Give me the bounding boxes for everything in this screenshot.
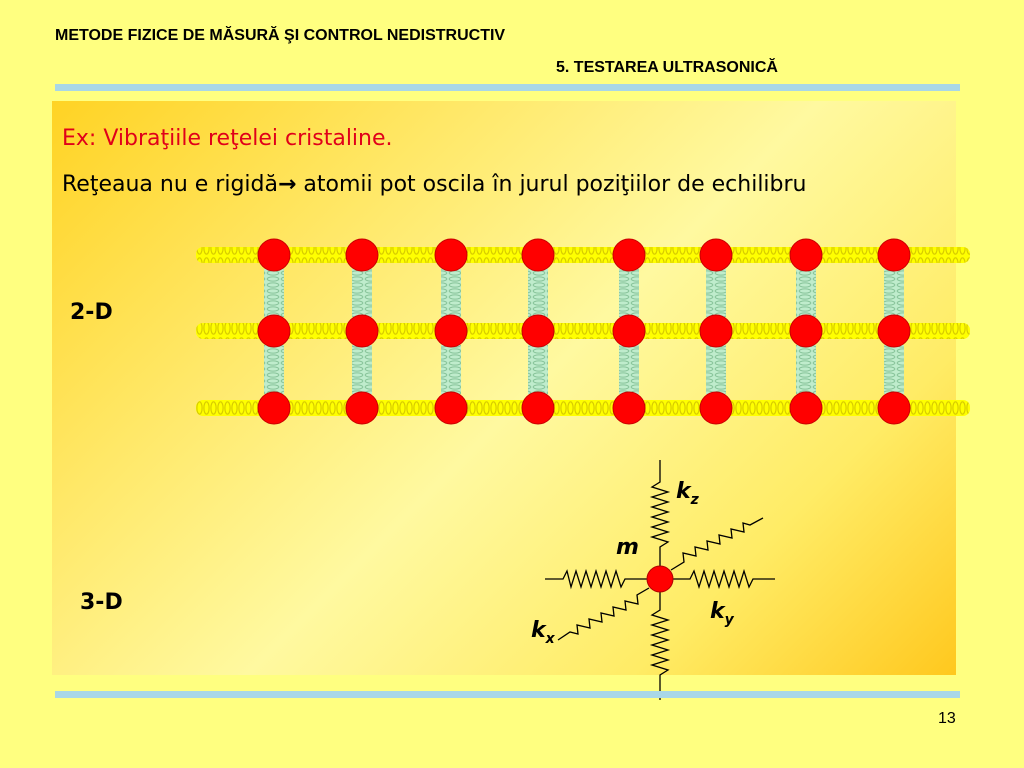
lattice-springs [196, 247, 970, 416]
label-kz: $k_z$ [676, 479, 699, 508]
lattice-atom [700, 239, 732, 271]
example-heading: Ex: Vibraţiile reţelei cristaline. [62, 126, 393, 151]
lattice-atom [346, 392, 378, 424]
horizontal-spring [196, 323, 970, 339]
label-ky: $k_y$ [710, 599, 734, 628]
mass-atom [647, 566, 673, 592]
lattice-atom [258, 392, 290, 424]
vertical-spring [352, 269, 372, 317]
description-end: atomii pot oscila în jurul poziţiilor de echilibru [296, 172, 807, 197]
lattice-atom [522, 239, 554, 271]
lattice-atom [435, 239, 467, 271]
lattice-atom [878, 239, 910, 271]
vertical-spring [528, 269, 548, 317]
vertical-spring [884, 269, 904, 317]
lattice-atom [790, 239, 822, 271]
vertical-spring [352, 345, 372, 394]
spring-h-right [673, 571, 775, 587]
horizontal-spring [196, 400, 970, 416]
lattice-atom [700, 315, 732, 347]
vertical-spring [884, 345, 904, 394]
lattice-atom [346, 315, 378, 347]
spring-z-lower [652, 592, 668, 700]
label-2d: 2-D [70, 300, 113, 325]
vertical-spring [706, 345, 726, 394]
lattice-atom [878, 315, 910, 347]
lattice-atom [613, 392, 645, 424]
vertical-spring [706, 269, 726, 317]
page-number: 13 [938, 710, 956, 727]
lattice-atom [435, 392, 467, 424]
spring-diag-upper [671, 518, 763, 570]
vertical-spring [441, 345, 461, 394]
label-3d: 3-D [80, 590, 123, 615]
footer-divider [55, 691, 960, 698]
lattice-atom [522, 315, 554, 347]
lattice-atom [878, 392, 910, 424]
lattice-atom [346, 239, 378, 271]
vertical-spring [619, 269, 639, 317]
vertical-spring [619, 345, 639, 394]
vertical-spring [264, 269, 284, 317]
vertical-spring [264, 345, 284, 394]
lattice-atom [700, 392, 732, 424]
vertical-spring [796, 269, 816, 317]
vertical-spring [441, 269, 461, 317]
lattice-atom [522, 392, 554, 424]
lattice-atom [258, 239, 290, 271]
lattice-atom [790, 315, 822, 347]
lattice-atom [258, 315, 290, 347]
spring-diag-lower [558, 588, 649, 640]
description-start: Reţeaua nu e rigidă [62, 172, 278, 197]
label-kx: $k_x$ [531, 618, 555, 647]
vertical-spring [796, 345, 816, 394]
spring-h-left [545, 571, 647, 587]
lattice-atom [613, 239, 645, 271]
right-arrow-icon: → [277, 172, 297, 197]
vertical-spring [528, 345, 548, 394]
lattice-atom [790, 392, 822, 424]
label-m: m [616, 535, 639, 560]
spring-z-upper [652, 460, 668, 566]
lattice-atom [435, 315, 467, 347]
slide-header-title: METODE FIZICE DE MĂSURĂ ŞI CONTROL NEDISTRUCTIV [55, 27, 506, 44]
horizontal-spring [196, 247, 970, 263]
slide-section-title: 5. TESTAREA ULTRASONICĂ [556, 59, 778, 76]
lattice-atom [613, 315, 645, 347]
